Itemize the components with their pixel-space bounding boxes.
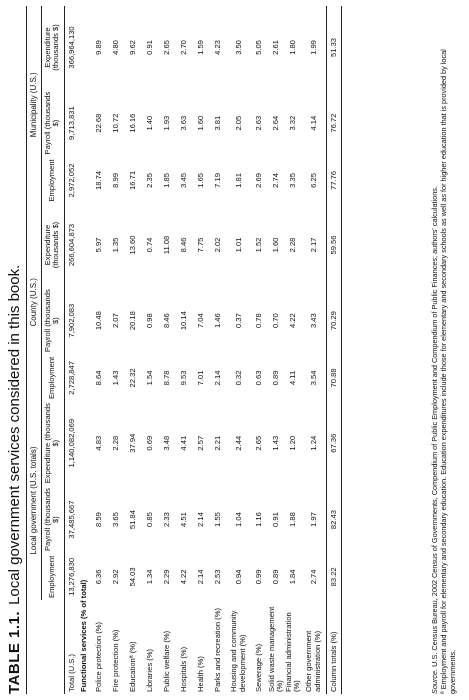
table-row [268, 6, 285, 694]
cell: 82.43 [326, 485, 342, 553]
data-rows [91, 6, 327, 694]
cell: 76.72 [326, 89, 342, 157]
cell: 2.28 [288, 237, 298, 253]
cell: 2.29 [162, 569, 172, 585]
cell: 37,485,667 [66, 500, 76, 539]
cell: 1.84 [288, 569, 298, 585]
cell: 54.03 [128, 567, 138, 587]
cell: 67.36 [326, 401, 342, 485]
column-header: Expenditure (thousands $) [42, 24, 61, 71]
cell: 51.33 [326, 6, 342, 89]
column-header: Payroll (thousands $) [42, 91, 61, 155]
cell: 0.94 [233, 569, 243, 585]
cell: 3.50 [233, 40, 243, 55]
cell: 3.32 [288, 115, 298, 131]
cell: 1.60 [271, 237, 281, 253]
column-header: Payroll (thousands $) [42, 488, 61, 552]
cell: 18.74 [94, 170, 104, 190]
cell: 20.18 [128, 311, 138, 331]
column-header: Employment [47, 159, 57, 202]
cell: 2,972,052 [66, 163, 76, 198]
cell: 1.59 [196, 40, 206, 55]
group-header-county: County (U.S.) [27, 204, 42, 402]
cell: 1.04 [233, 512, 243, 527]
cell: 2.70 [179, 40, 189, 55]
cell: 3.65 [111, 512, 121, 527]
cell: 366,964,130 [66, 26, 76, 69]
row-label: Fire protection (%) [111, 629, 121, 692]
table-row [125, 6, 142, 694]
cell: 7.19 [213, 173, 223, 188]
cell: 7.75 [196, 237, 206, 253]
cell: 7,902,083 [66, 303, 76, 338]
cell: 4.22 [288, 313, 298, 329]
cell: 2.02 [213, 237, 223, 253]
cell: 1.99 [308, 40, 318, 55]
row-label: Hospitals (%) [179, 646, 189, 692]
cell: 83.22 [326, 554, 342, 600]
cell: 0.32 [233, 370, 243, 386]
cell: 1.80 [288, 40, 298, 55]
cell: 0.78 [254, 313, 264, 329]
cell: 3.43 [308, 313, 318, 329]
cell: 4.11 [288, 370, 298, 386]
cell: 13.60 [128, 235, 138, 255]
cell: 0.69 [145, 435, 155, 451]
cell: 7.01 [196, 370, 206, 386]
row-label: Parks and recreation (%) [213, 608, 223, 692]
cell: 70.29 [326, 286, 342, 354]
cell: 3.48 [162, 435, 172, 451]
cell: 2.44 [233, 435, 243, 451]
cell: 2.61 [271, 40, 281, 55]
cell: 11.08 [162, 235, 172, 255]
cell: 266,604,873 [66, 223, 76, 267]
cell: 2.14 [213, 370, 223, 386]
cell: 2.74 [308, 569, 318, 585]
table-notes [430, 4, 457, 694]
table-caption [6, 265, 23, 694]
group-header-municipality: Municipality (U.S.) [27, 6, 42, 204]
cell: 2.14 [196, 512, 206, 527]
cell: 10.72 [111, 113, 121, 133]
row-label: Educationª (%) [128, 641, 138, 692]
column-header: Expenditure (thousands $) [42, 403, 61, 484]
source-label: Source. [430, 668, 439, 694]
table-row [91, 6, 108, 694]
cell: 4.41 [179, 435, 189, 451]
cell: 0.98 [145, 313, 155, 329]
cell: 51.84 [128, 510, 138, 530]
section-row [78, 6, 91, 694]
cell: 3.63 [179, 115, 189, 131]
cell: 1.85 [162, 173, 172, 188]
cell: 0.91 [145, 40, 155, 55]
cell: 8.46 [162, 313, 172, 329]
table-row [142, 6, 159, 694]
cell: 8.78 [162, 370, 172, 386]
cell: 0.74 [145, 237, 155, 253]
cell: 4.51 [179, 512, 189, 527]
cell: 2.63 [254, 115, 264, 131]
cell: 1.35 [111, 237, 121, 253]
cell: 8.99 [111, 173, 121, 188]
cell: 70.88 [326, 355, 342, 401]
table-row [210, 6, 227, 694]
cell: 1.97 [308, 512, 318, 527]
cell: 13,276,830 [66, 557, 76, 596]
cell: 3.45 [179, 173, 189, 188]
cell: 1.54 [145, 370, 155, 386]
table-row [108, 6, 125, 694]
cell: 59.56 [326, 204, 342, 287]
cell: 3.35 [288, 173, 298, 188]
cell: 2.53 [213, 569, 223, 585]
section-heading: Functional services (% of total) [79, 579, 89, 692]
cell: 2.57 [196, 435, 206, 451]
table-row [193, 6, 210, 694]
cell: 2,728,847 [66, 361, 76, 395]
cell: 4.22 [179, 569, 189, 585]
cell: 10.48 [94, 311, 104, 331]
cell: 1,140,082,069 [66, 418, 76, 468]
cell: 2.92 [111, 569, 121, 585]
cell: 2.65 [162, 40, 172, 55]
row-label: Other government administration (%) [304, 630, 322, 692]
row-label: Public welfare (%) [162, 630, 172, 692]
group-header-row [27, 6, 42, 694]
cell: 1.24 [308, 435, 318, 451]
row-label: Financial administration (%) [283, 612, 302, 692]
row-label: Column totals (%) [326, 600, 342, 694]
cell: 2.14 [196, 569, 206, 585]
cell: 4.23 [213, 40, 223, 55]
cell: 3.54 [308, 370, 318, 386]
cell: 1.01 [233, 237, 243, 253]
cell: 0.37 [233, 313, 243, 329]
cell: 37.94 [128, 433, 138, 453]
cell: 4.14 [308, 115, 318, 131]
column-header: Payroll (thousands $) [42, 289, 61, 353]
cell: 22.32 [128, 368, 138, 388]
cell: 1.52 [254, 237, 264, 253]
cell: 16.16 [128, 113, 138, 133]
column-totals-row [326, 6, 342, 694]
column-header: Expenditure (thousands $) [42, 221, 61, 269]
row-label: Police protection (%) [94, 621, 104, 692]
cell: 2.35 [145, 173, 155, 188]
cell: 1.55 [213, 512, 223, 527]
cell: 0.89 [271, 370, 281, 386]
cell: 9.53 [179, 370, 189, 386]
column-header: Employment [47, 555, 57, 598]
cell: 3.81 [213, 115, 223, 131]
cell: 6.25 [308, 173, 318, 188]
cell: 2.28 [111, 435, 121, 451]
cell: 0.91 [271, 512, 281, 527]
cell: 2.74 [271, 173, 281, 188]
cell: 10.14 [179, 311, 189, 331]
cell: 1.81 [233, 173, 243, 188]
row-label: Health (%) [196, 656, 206, 692]
cell: 22.68 [94, 113, 104, 133]
cell: 1.43 [271, 435, 281, 451]
cell: 1.60 [196, 115, 206, 131]
group-header-local: Local government (U.S. totals) [27, 401, 42, 600]
cell: 1.93 [162, 115, 172, 131]
cell: 1.43 [111, 370, 121, 386]
row-label: Housing and community development (%) [229, 610, 247, 692]
cell: 16.71 [128, 170, 138, 190]
cell: 5.97 [94, 237, 104, 253]
cell: 2.07 [111, 313, 121, 329]
source-text: U.S. Census Bureau, 2002 Census of Governments, Compendium of Public Employment and Compendium of Public Finances; authors' calculations. [430, 186, 439, 667]
cell: 4.83 [94, 435, 104, 451]
cell: 1.34 [145, 569, 155, 585]
cell: 0.70 [271, 313, 281, 329]
cell: 1.20 [288, 435, 298, 451]
table-label: TABLE 1.1. [6, 610, 23, 694]
total-row [64, 6, 78, 694]
cell: 0.89 [271, 569, 281, 585]
table-row [176, 6, 193, 694]
cell: 9.62 [128, 40, 138, 55]
table-row [159, 6, 176, 694]
source-note [430, 4, 439, 694]
group-header-blank [27, 600, 42, 694]
cell: 1.16 [254, 512, 264, 527]
table-row [227, 6, 251, 694]
table-row [302, 6, 327, 694]
cell: 5.05 [254, 40, 264, 55]
cell: 0.99 [254, 569, 264, 585]
row-label: Sewerage (%) [254, 643, 264, 692]
row-label: Libraries (%) [145, 648, 155, 692]
cell: 1.40 [145, 115, 155, 131]
table-title: Local government services considered in this book. [6, 264, 23, 605]
table-row [285, 6, 302, 694]
column-header-blank [41, 600, 64, 694]
cell: 8.64 [94, 370, 104, 386]
cell: 2.65 [254, 435, 264, 451]
cell: 2.64 [271, 115, 281, 131]
column-header: Employment [47, 356, 57, 400]
cell: 1.65 [196, 173, 206, 188]
services-table [26, 6, 342, 694]
cell: 0.85 [145, 512, 155, 527]
cell: 9.89 [94, 40, 104, 55]
table-row [251, 6, 268, 694]
cell: 2.17 [308, 237, 318, 253]
cell: 1.88 [288, 512, 298, 527]
cell: 2.21 [213, 435, 223, 451]
row-label: Solid waste management (%) [266, 606, 285, 692]
cell: 2.33 [162, 512, 172, 527]
cell: 4.80 [111, 40, 121, 55]
cell: 2.69 [254, 173, 264, 188]
column-header-row [41, 6, 64, 694]
cell: 7.04 [196, 313, 206, 329]
cell: 8.59 [94, 512, 104, 527]
cell: 9,713,831 [66, 106, 76, 141]
cell: 0.63 [254, 370, 264, 386]
cell: 6.36 [94, 569, 104, 585]
cell: 8.46 [179, 237, 189, 253]
row-label: Total (U.S.) [66, 654, 76, 692]
cell: 77.76 [326, 157, 342, 203]
cell: 2.05 [233, 115, 243, 131]
cell: 1.46 [213, 313, 223, 329]
footnote: ª Employment and payroll for elementary and secondary education. Education expenditures include those for elementary and secondary schools as well as for higher education that is provided by local governments. [439, 49, 458, 694]
